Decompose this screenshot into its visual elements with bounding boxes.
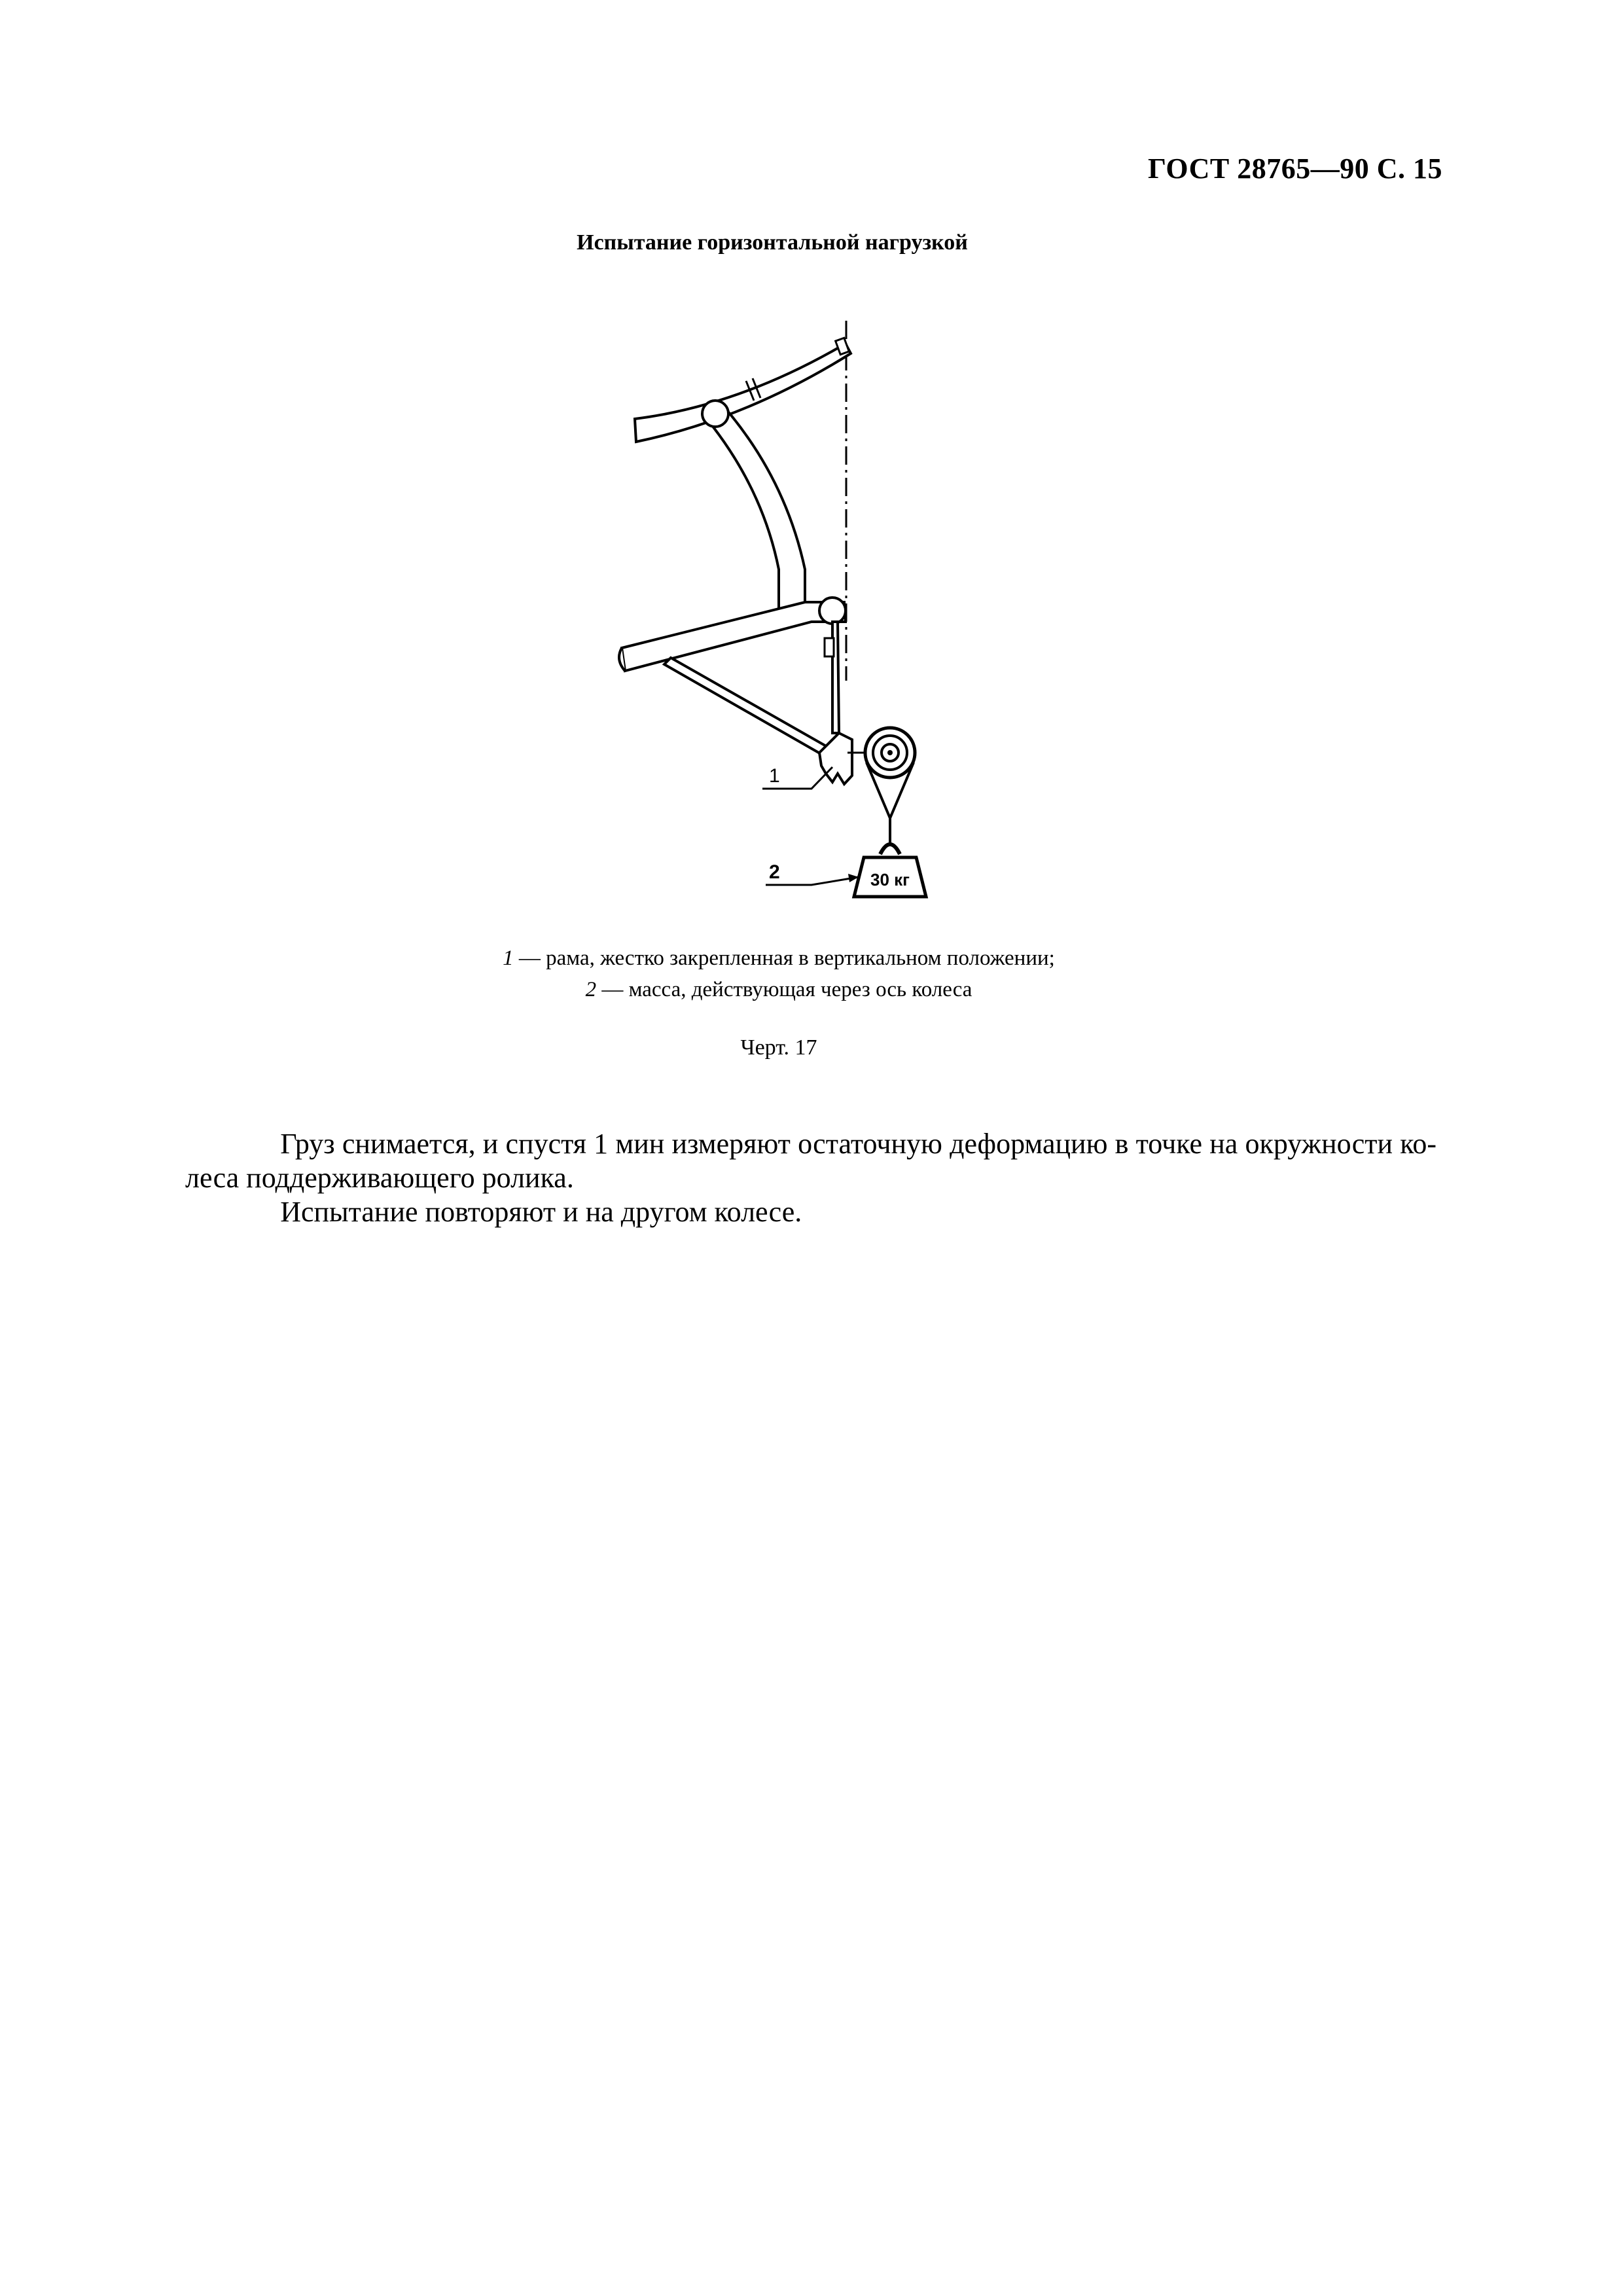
frame-joint <box>819 598 846 624</box>
figure-title: Испытание горизонтальной нагрузкой <box>577 230 968 255</box>
label-2: 2 <box>769 861 780 883</box>
seat-beam <box>622 602 846 671</box>
handle-bar <box>635 344 851 442</box>
label-1: 1 <box>769 765 780 787</box>
paragraph-2: Испытание повторяют и на другом колесе. <box>280 1196 802 1228</box>
page-header: ГОСТ 28765—90 С. 15 <box>1147 152 1442 185</box>
rear-tube <box>707 406 805 609</box>
caption-item-2: 2 — масса, действующая через ось колеса <box>585 978 972 1001</box>
stroller-frame-diagram <box>589 308 1047 929</box>
drawing-number: Черт. 17 <box>740 1035 817 1060</box>
diagonal-strut <box>664 658 838 761</box>
weight-label: 30 кг <box>870 870 910 889</box>
caption-item-1: 1 — рама, жестко закрепленная в вертикальном положении; <box>503 946 1055 970</box>
body-text <box>185 1127 1436 1229</box>
paragraph-1-line-1: Груз снимается, и спустя 1 мин измеряют остаточную деформацию в точке на окружности ко- <box>280 1128 1436 1160</box>
paragraph-1-line-2: леса поддерживающего ролика. <box>185 1162 574 1194</box>
figure-drawing <box>589 308 1047 929</box>
figure-caption <box>0 942 1558 1005</box>
